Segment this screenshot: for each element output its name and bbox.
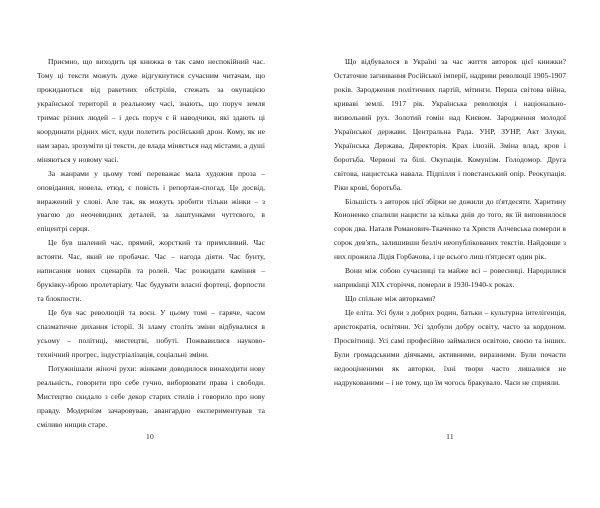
paragraph: Вони між собою сучасниці та майже всі – ровесниці. Народилися наприкінці XIX сторіччя, померли в 1930-1940-х роках.	[334, 266, 566, 290]
paragraph: Приємно, що виходить ця книжка в так само неспокійний час. Тому ці тексти можуть дуже відгукнутися сучасним читачам, що прокидаються від ракетних обстрілів, стежать за окупацією української території в реальному часі, знають, що поруч земля тримає різних людей – і десь поруч є й наводчики, які здають ці координати рідних міст, куди полетить російський дрон. Кому, як не нам зараз, зрозуміти ці тексти, де влада міняється над містами, а душі міняються у новому часі.	[37, 57, 265, 164]
page-number-left: 10	[146, 432, 154, 441]
paragraph: Це був час революцій та воєн. У цьому томі – гаряче, часом спазматичне дихання історії. Зі зламу століть зміни відбувалися в усьому – політиці, мистецтві, побуті. Пожвавилися науково-технічний прогрес, індустріалізація, соціальні зміни.	[37, 308, 265, 360]
paragraph: Що відбувалося в Україні за час життя авторок цієї книжки? Остаточне загнивання Російської імперії, надриви революції 1905-1907 років. Зародження політичних партій, мітинги. Перша світова війна, криваві землі. 1917 рік. Українська революція і національно-визвольний рух. Золотий гомін над Києвом. Зародження молодої Української держави. Центральна Рада. УНР, ЗУНР, Акт Злуки, Українська Держава, Директорія. Крах ілюзій. Зміна влад, кров і боротьба. Червоні та білі. Окупація. Комунізм. Голодомор. Друга світова, нацистська навала. Підпілля і повстанський опір. Реокупація. Ріки крові, боротьба.	[334, 57, 566, 192]
paragraph: Більшість з авторок цієї збірки не дожили до п'ятдесяти. Харитину Кононенко спалили нацисти за кілька днів до того, як їй виповнилося сорок два. Наталя Романович-Ткаченко та Христя Алчевська померли в сорок дев'ять, залишивши безліч неопублікованих текстів. Найдовше з них прожила Лідія Горбачова, і це всього лиш п'ятдесят один рік.	[334, 196, 566, 262]
paragraph: Це був шалений час, прямий, жорсткий та примхливий. Час встояти. Час, який не пробачає. Час – нагода діяти. Час бунту, написання нових сценаріїв та ролей. Час розкидати каміння – бруківку-зброю пролетаріату. Час будувати власні фортеці, форпости та блокпости.	[37, 238, 265, 304]
page-left-text-block	[37, 55, 265, 432]
paragraph: Це еліта. Усі були з добрих родин, батьки – культурна інтелігенція, аристократія, освітяни. Усі здобули добру освіту, часто за кордоном. Просвітниці. Усі самі професійно займалися освітою, своєю та інших. Були громадськими діячками, активними, виразними. Були почасти недооціненими як авторки, їхні твори часто лишалися не надрукованими – і не тому, що їм чогось бракувало. Часи не сприяли.	[334, 308, 566, 387]
page-right	[300, 0, 600, 508]
paragraph: Потужнішали жіночі рухи: жінками доводилося винаходити нову реальність, говорити про себе гучно, виборювати права і свободи. Мистецтво скидало з себе декор старих стилів і говорило про нову правду. Модернізм зачаровував, авангардно експериментував та сміливо нищив старе.	[37, 363, 265, 429]
paragraph: За жанрами у цьому томі переважає мала художня проза – оповідання, новела, етюд, є повість і репортаж-спогад. Це досвід, виражений у слові. Але так, як можуть зробити тільки жінки – з увагою до неочевидних деталей, за лаштунками чуттєвого, в епіцентрі серця.	[37, 168, 265, 234]
paragraph: Що спільне між авторками?	[345, 294, 436, 304]
page-right-text-block	[334, 55, 566, 390]
page-number-right: 11	[446, 432, 454, 441]
